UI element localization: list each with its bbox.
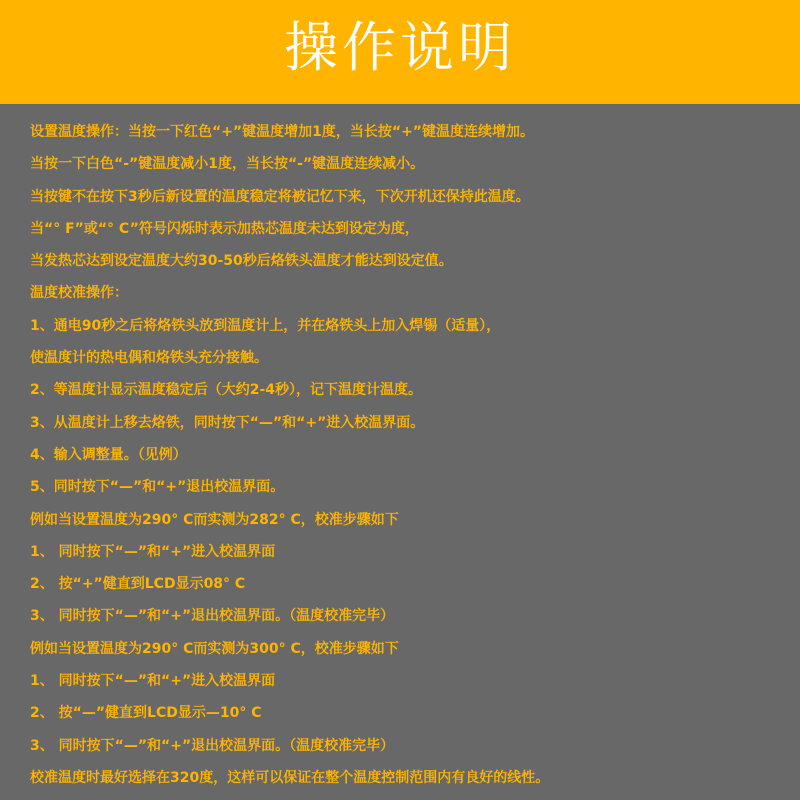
instruction-line: 3、从温度计上移去烙铁，同时按下“—”和“+”进入校温界面。 bbox=[30, 414, 425, 431]
example-step: 1、 同时按下“—”和“+”进入校温界面 bbox=[30, 673, 276, 690]
instruction-line: 当发热芯达到设定温度大约30-50秒后烙铁头温度才能达到设定值。 bbox=[30, 253, 453, 270]
instruction-line: 4、输入调整量。（见例） bbox=[30, 446, 187, 463]
section-heading-calibration: 温度校准操作： bbox=[30, 285, 128, 302]
example-step: 3、 同时按下“—”和“+”退出校温界面。（温度校准完毕） bbox=[30, 608, 395, 625]
instruction-line: 1、通电90秒之后将烙铁头放到温度计上，并在烙铁头上加入焊锡（适量）， bbox=[30, 317, 501, 334]
example-step: 2、 按“—”健直到LCD显示—10° C bbox=[30, 705, 262, 722]
instruction-line: 当“° F”或“° C”符号闪烁时表示加热芯温度未达到设定为度， bbox=[30, 220, 419, 237]
instruction-line: 设置温度操作：当按一下红色“+”键温度增加1度，当长按“+”键温度连续增加。 bbox=[30, 124, 535, 140]
title-banner bbox=[0, 0, 800, 104]
instruction-line: 使温度计的热电偶和烙铁头充分接触。 bbox=[30, 350, 268, 367]
example-step: 1、 同时按下“—”和“+”进入校温界面 bbox=[30, 543, 276, 560]
instruction-line: 2、等温度计显示温度稳定后（大约2-4秒），记下温度计温度。 bbox=[30, 382, 423, 399]
example-step: 2、 按“+”健直到LCD显示08° C bbox=[30, 576, 246, 593]
instruction-line: 当按键不在按下3秒后新设置的温度稳定将被记忆下来，下次开机还保持此温度。 bbox=[30, 188, 530, 205]
example-heading: 例如当设置温度为290° C而实测为300° C，校准步骤如下 bbox=[30, 640, 399, 657]
instructions-body bbox=[30, 116, 790, 794]
example-step: 3、 同时按下“—”和“+”退出校温界面。（温度校准完毕） bbox=[30, 737, 395, 754]
instruction-line: 校准温度时最好选择在320度，这样可以保证在整个温度控制范围内有良好的线性。 bbox=[30, 769, 550, 786]
instruction-line: 当按一下白色“-”键温度减小1度，当长按“-”键温度连续减小。 bbox=[30, 156, 425, 173]
page-title: 操作说明 bbox=[284, 16, 516, 79]
example-heading: 例如当设置温度为290° C而实测为282° C，校准步骤如下 bbox=[30, 511, 399, 528]
instruction-line: 5、同时按下“—”和“+”退出校温界面。 bbox=[30, 479, 285, 496]
